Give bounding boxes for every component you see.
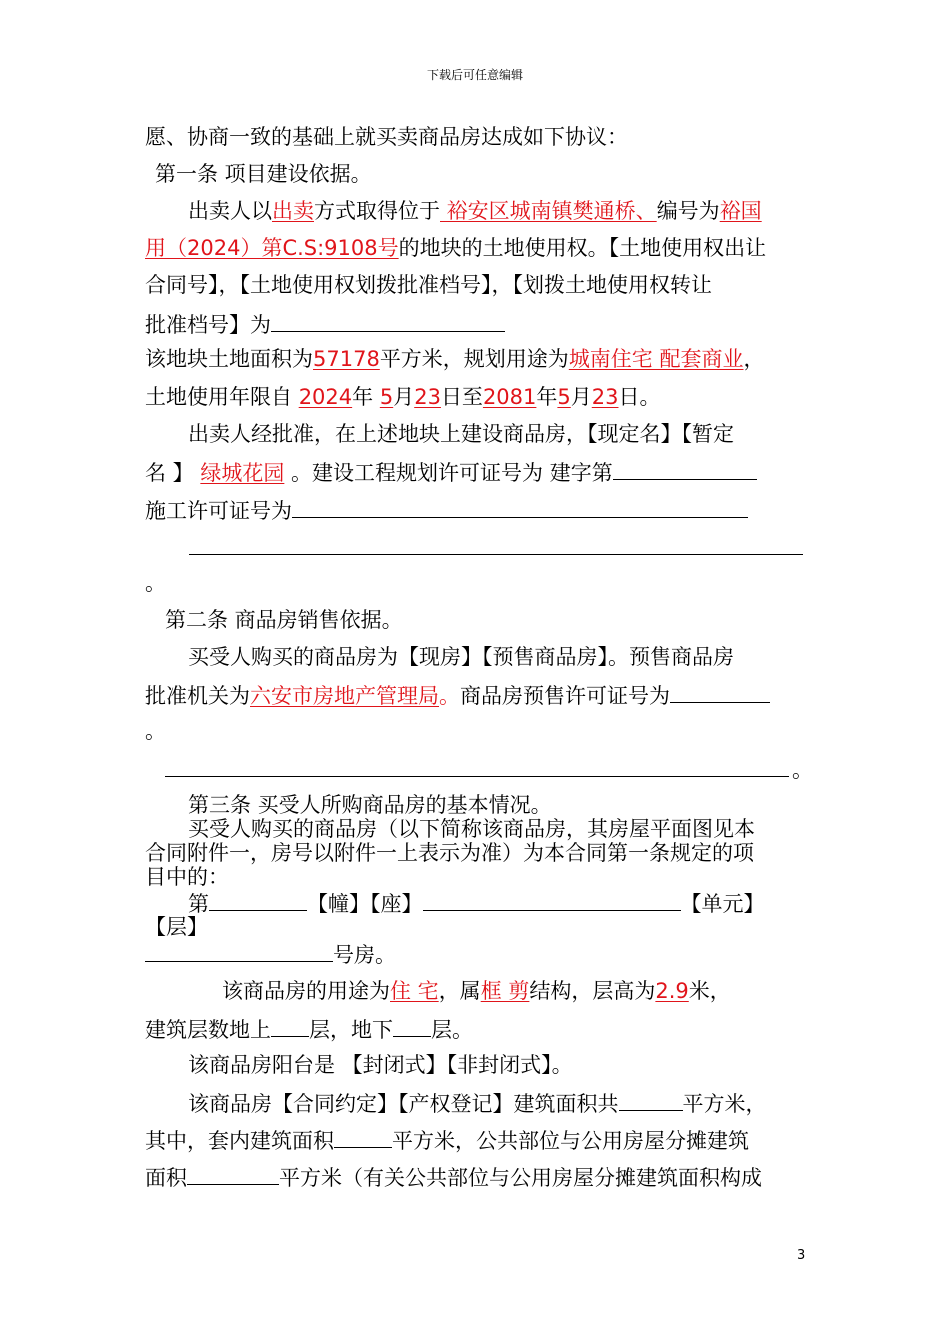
art1-line-1	[188, 198, 762, 224]
page-header: 下载后可任意编辑	[426, 68, 523, 82]
blank-field-unit	[423, 889, 681, 911]
filled-start-year: 2024	[298, 385, 353, 409]
art3-line-6	[145, 940, 396, 968]
filled-land-area: 57178	[313, 347, 380, 371]
text: 【幢】【座】	[307, 892, 423, 916]
text: ，属	[438, 979, 481, 1003]
art3-line-7	[222, 978, 731, 1004]
filled-end-year: 2081	[482, 385, 537, 409]
text: 平方米（有关公共部位与公用房屋分摊建筑面积构成	[279, 1166, 762, 1190]
blank-field-building-area	[619, 1089, 683, 1111]
text: 日至	[440, 385, 483, 409]
text: 平方米，规划用途为	[379, 347, 569, 371]
filled-start-day: 23	[414, 385, 441, 409]
text: 其中，套内建筑面积	[145, 1129, 334, 1153]
blank-line-presale-continuation	[165, 776, 789, 777]
art3-line-2: 合同附件一，房号以附件一上表示为准）为本合同第一条规定的项	[145, 841, 754, 865]
text: ，	[743, 347, 765, 371]
art1-line-5	[145, 346, 765, 372]
art3-line-3: 目中的：	[145, 865, 229, 889]
text: 的地块的土地使用权。【土地使用权出让	[398, 236, 767, 260]
art3-line-5: 【层】	[145, 915, 208, 939]
text: 月	[570, 385, 592, 409]
text: 层。	[431, 1018, 473, 1042]
text: 。	[439, 684, 460, 708]
filled-land-number-part2: 用（2024）第C.S:9108号	[145, 236, 399, 260]
filled-acquisition-method: 出卖	[272, 199, 314, 223]
art1-line-10: 。	[145, 571, 166, 595]
text: 米，	[688, 979, 731, 1003]
art1-line-7: 出卖人经批准，在上述地块上建设商品房，【现定名】【暂定	[188, 422, 734, 446]
text: 日。	[618, 385, 661, 409]
text: 层，地下	[309, 1018, 393, 1042]
filled-end-month: 5	[557, 385, 571, 409]
blank-field-shared-area	[187, 1163, 279, 1185]
art1-line-9	[145, 496, 748, 524]
filled-house-use: 住 宅	[390, 979, 439, 1003]
text: 建筑层数地上	[145, 1018, 271, 1042]
art3-line-4	[188, 889, 765, 917]
text: 批准档号】为	[145, 313, 271, 337]
article-1-title: 第一条 项目建设依据。	[155, 162, 372, 186]
filled-planned-use: 城南住宅 配套商业	[568, 347, 744, 371]
blank-field-inner-area	[334, 1126, 392, 1148]
filled-floor-height: 2.9	[655, 979, 689, 1003]
art1-line-6	[145, 384, 661, 410]
text: 【单元】	[680, 892, 765, 916]
blank-field-floors-above	[271, 1015, 309, 1037]
text: 。建设工程规划许可证号为 建字第	[284, 461, 613, 485]
blank-field-floors-below	[393, 1015, 431, 1037]
art2-line-3: 。	[145, 719, 166, 743]
text: 年	[352, 385, 380, 409]
text: 名 】	[145, 461, 201, 485]
text: 该商品房【合同约定】【产权登记】建筑面积共	[188, 1092, 619, 1116]
text: 编号为	[656, 199, 720, 223]
filled-project-name: 绿城花园	[200, 461, 285, 485]
paragraph-intro-continuation: 愿、协商一致的基础上就买卖商品房达成如下协议：	[145, 125, 628, 149]
text: 出卖人以	[188, 199, 272, 223]
art2-line-2	[145, 681, 770, 709]
art1-line-3: 合同号】，【土地使用权划拨批准档号】，【划拨土地使用权转让	[145, 273, 712, 297]
art1-line-2	[145, 235, 766, 261]
blank-field-permit-number	[271, 310, 505, 332]
text: 月	[393, 385, 415, 409]
article-3-title: 第三条 买受人所购商品房的基本情况。	[188, 793, 552, 817]
art1-line-8	[145, 458, 757, 486]
text: 平方米，	[682, 1092, 767, 1116]
text: 施工许可证号为	[145, 499, 292, 523]
blank-field-building	[209, 889, 307, 911]
text: 面积	[145, 1166, 187, 1190]
blank-field-floor-room	[145, 940, 333, 962]
text: 该商品房的用途为	[222, 979, 390, 1003]
page-number: 3	[797, 1248, 806, 1263]
text: 商品房预售许可证号为	[460, 684, 670, 708]
art1-line-4	[145, 310, 505, 338]
text: 平方米，公共部位与公用房屋分摊建筑	[392, 1129, 749, 1153]
art3-line-1: 买受人购买的商品房（以下简称该商品房，其房屋平面图见本	[188, 817, 755, 841]
blank-field-presale-permit	[670, 681, 770, 703]
art3-line-9: 该商品房阳台是 【封闭式】【非封闭式】。	[188, 1053, 573, 1077]
text: 结构，层高为	[529, 979, 656, 1003]
text: 土地使用年限自	[145, 385, 299, 409]
art3-line-11	[145, 1126, 749, 1154]
art3-line-8	[145, 1015, 473, 1043]
filled-land-location: 裕安区城南镇樊通桥、	[440, 199, 657, 223]
filled-structure-type: 框 剪	[480, 979, 530, 1003]
article-2-title: 第二条 商品房销售依据。	[165, 608, 403, 632]
text: 批准机关为	[145, 684, 250, 708]
text: 该地块土地面积为	[145, 347, 313, 371]
filled-start-month: 5	[379, 385, 394, 409]
filled-approval-authority: 六安市房地产管理局	[250, 684, 439, 708]
art3-line-12	[145, 1163, 762, 1191]
art2-line-1: 买受人购买的商品房为【现房】【预售商品房】。预售商品房	[188, 645, 734, 669]
art3-line-10	[188, 1089, 767, 1117]
blank-field-planning-permit	[613, 458, 757, 480]
filled-end-day: 23	[591, 385, 619, 409]
filled-land-number-part1: 裕国	[719, 199, 762, 223]
blank-line-continuation	[189, 554, 803, 555]
text: 号房。	[333, 943, 396, 967]
blank-field-construction-permit	[292, 496, 748, 518]
text: 年	[536, 385, 558, 409]
text: 方式取得位于	[314, 199, 440, 223]
text: 第	[188, 892, 209, 916]
art2-line-4: 。	[792, 758, 813, 782]
